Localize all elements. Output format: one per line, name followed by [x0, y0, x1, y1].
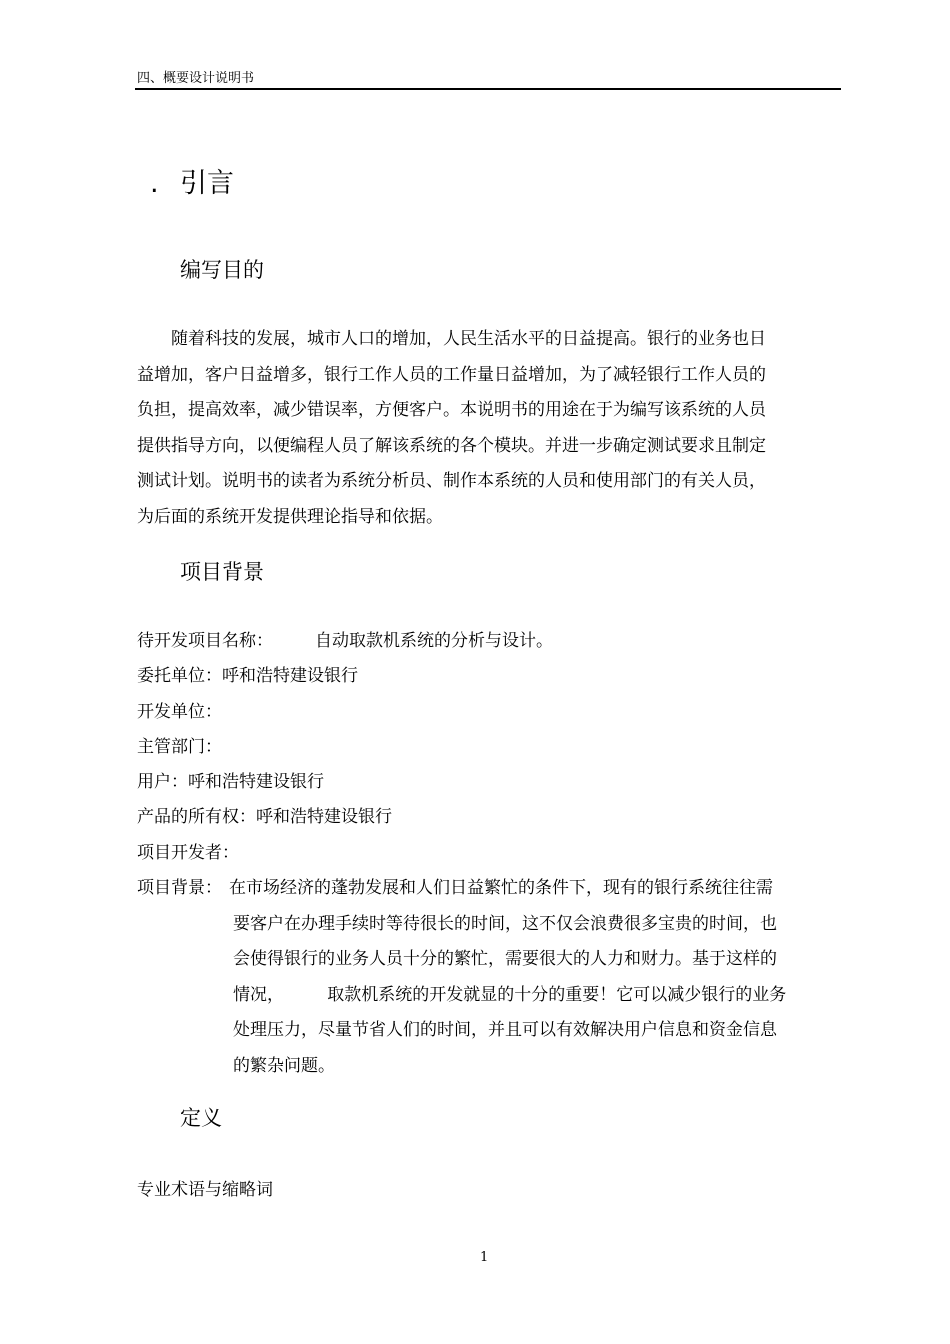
section-heading-purpose: 编写目的 — [180, 258, 264, 282]
field-value: 呼和浩特建设银行 — [222, 666, 358, 686]
paragraph-line: 为后面的系统开发提供理论指导和依据。 — [137, 506, 443, 527]
field-label-background: 项目背景： — [137, 878, 222, 898]
field-user — [137, 770, 324, 794]
paragraph-line: 负担，提高效率，减少错误率，方便客户。本说明书的用途在于为编写该系统的人员 — [137, 400, 766, 420]
page-number: 1 — [480, 1250, 489, 1265]
purpose-paragraph — [137, 322, 841, 535]
paragraph-line: 在市场经济的蓬勃发展和人们日益繁忙的条件下，现有的银行系统往往需 — [229, 878, 773, 898]
chapter-number: . — [150, 168, 159, 199]
field-project-developer — [137, 841, 239, 865]
paragraph-line: 要客户在办理手续时等待很长的时间，这不仅会浪费很多宝贵的时间，也 — [233, 913, 777, 934]
paragraph-line: 处理压力，尽量节省人们的时间，并且可以有效解决用户信息和资金信息 — [233, 1020, 777, 1040]
field-label: 主管部门： — [137, 737, 222, 757]
paragraph-line: 益增加，客户日益增多，银行工作人员的工作量日益增加，为了减轻银行工作人员的 — [137, 364, 766, 385]
field-department — [137, 735, 222, 759]
paragraph-line: 的繁杂问题。 — [233, 1055, 335, 1076]
field-label: 用户： — [137, 772, 188, 792]
field-label: 开发单位： — [137, 702, 222, 722]
section-heading-background: 项目背景 — [180, 560, 264, 584]
running-header: 四、概要设计说明书 — [137, 71, 255, 86]
chapter-heading — [150, 166, 234, 202]
field-project-name — [137, 629, 553, 653]
paragraph-line: 会使得银行的业务人员十分的繁忙，需要很大的人力和财力。基于这样的 — [233, 949, 777, 969]
paragraph-line: 测试计划。说明书的读者为系统分析员、制作本系统的人员和使用部门的有关人员， — [137, 471, 766, 491]
paragraph-line: 情况， 取款机系统的开发就显的十分的重要！它可以减少银行的业务 — [233, 984, 787, 1005]
chapter-title: 引言 — [180, 168, 234, 199]
field-owner — [137, 805, 392, 829]
paragraph-line: 提供指导方向，以便编程人员了解该系统的各个模块。并进一步确定测试要求且制定 — [137, 435, 766, 456]
header-rule — [135, 88, 841, 90]
field-value: 自动取款机系统的分析与设计。 — [315, 631, 553, 651]
section-heading-definitions: 定义 — [180, 1106, 222, 1130]
field-value: 呼和浩特建设银行 — [256, 807, 392, 827]
field-developer — [137, 700, 222, 724]
field-client — [137, 664, 358, 688]
field-label: 产品的所有权： — [137, 807, 256, 827]
background-paragraph — [229, 871, 839, 1084]
terms-label: 专业术语与缩略词 — [137, 1180, 273, 1200]
field-value: 呼和浩特建设银行 — [188, 772, 324, 792]
field-label: 委托单位： — [137, 666, 222, 686]
field-label: 待开发项目名称： — [137, 631, 273, 651]
field-label: 项目开发者： — [137, 843, 239, 863]
paragraph-line: 随着科技的发展，城市人口的增加，人民生活水平的日益提高。银行的业务也日 — [171, 329, 766, 349]
